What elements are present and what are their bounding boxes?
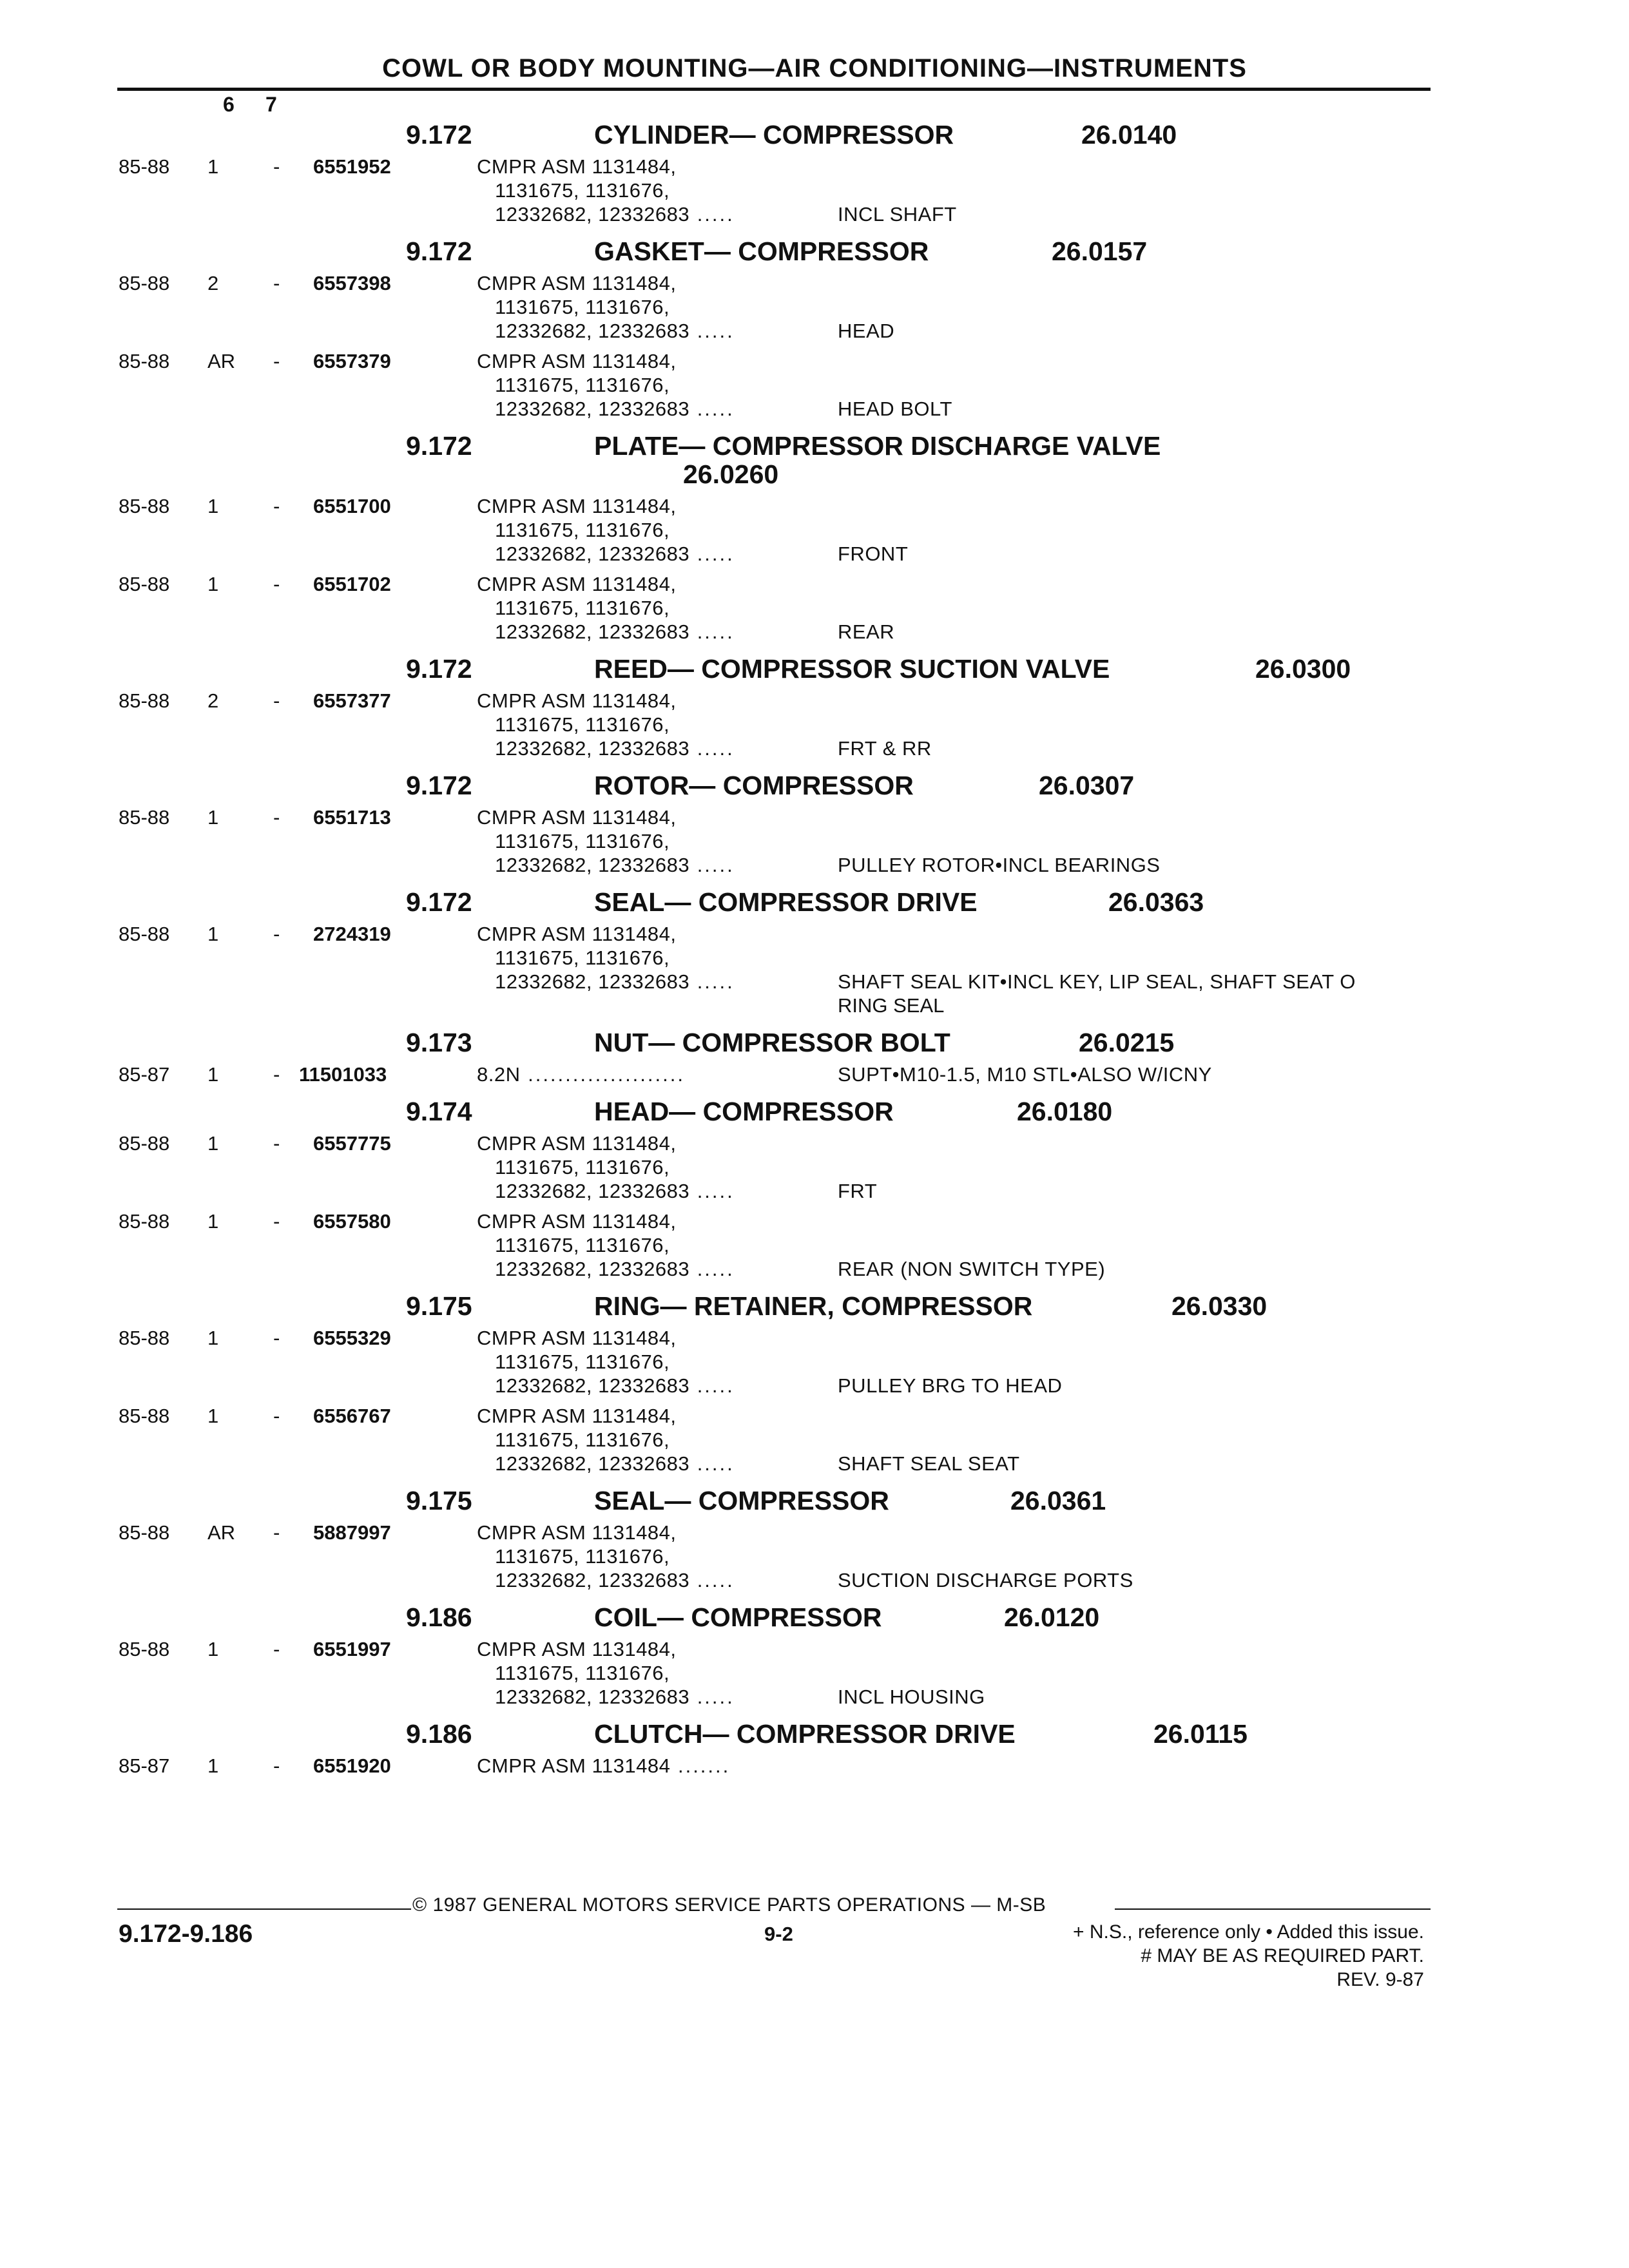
part-note: INCL HOUSING <box>838 1686 985 1708</box>
section-header <box>0 1287 1629 1326</box>
description-last-row <box>477 736 1629 760</box>
description-line: 12332682, 12332683 <box>495 203 690 226</box>
leader-dots: ..... <box>689 1258 735 1280</box>
part-entry <box>0 805 1629 877</box>
column-header-6: 6 <box>223 93 235 116</box>
part-description <box>477 1521 1629 1592</box>
description-line: CMPR ASM 1131484, <box>477 1210 677 1233</box>
part-number: 6551700 <box>313 495 391 517</box>
description-last-row <box>477 1685 1629 1709</box>
part-number: 6551920 <box>313 1754 391 1777</box>
part-entry <box>0 494 1629 566</box>
parts-section <box>0 1093 1629 1281</box>
leader-dots: ..... <box>689 1180 735 1202</box>
description-line: 12332682, 12332683 <box>495 1258 690 1280</box>
quantity: AR <box>207 1521 236 1544</box>
part-note: FRT <box>838 1180 878 1202</box>
model-years: 85-88 <box>119 1638 170 1660</box>
part-description <box>477 155 1629 226</box>
group-number: 26.0120 <box>1004 1602 1100 1632</box>
model-years: 85-88 <box>119 1327 170 1349</box>
part-entry <box>0 155 1629 226</box>
description-line: 1131675, 1131676, <box>495 1545 670 1568</box>
quantity: AR <box>207 350 236 372</box>
quantity: 1 <box>207 155 219 178</box>
description-last-row <box>477 1179 1629 1203</box>
parts-section <box>0 233 1629 421</box>
part-entry <box>0 1404 1629 1475</box>
quantity: 1 <box>207 1063 219 1086</box>
section-title: GASKET— COMPRESSOR <box>594 236 929 266</box>
section-code: 9.186 <box>406 1719 472 1749</box>
part-number: 6557775 <box>313 1132 391 1155</box>
part-number: 2724319 <box>313 923 391 945</box>
part-number: 6551702 <box>313 573 391 595</box>
part-number: 5887997 <box>313 1521 391 1544</box>
group-number: 26.0307 <box>1039 771 1135 800</box>
parts-section <box>0 1024 1629 1086</box>
model-years: 85-88 <box>119 155 170 178</box>
part-entry <box>0 1131 1629 1203</box>
column-header-7: 7 <box>265 93 277 116</box>
footer-page-number: 9-2 <box>764 1923 793 1945</box>
model-years: 85-88 <box>119 272 170 294</box>
part-note: FRONT <box>838 543 909 565</box>
part-number: 6557379 <box>313 350 391 372</box>
leader-dots: ....... <box>670 1754 731 1777</box>
description-last-row <box>477 542 1629 566</box>
parts-section <box>0 650 1629 760</box>
description-line: 12332682, 12332683 <box>495 398 690 420</box>
part-description <box>477 1326 1629 1398</box>
section-header <box>0 1093 1629 1131</box>
section-title: CLUTCH— COMPRESSOR DRIVE <box>594 1719 1016 1749</box>
part-entry <box>0 1326 1629 1398</box>
quantity: 2 <box>207 272 219 294</box>
model-years: 85-88 <box>119 689 170 712</box>
description-last-row <box>477 319 1629 343</box>
description-line: 1131675, 1131676, <box>495 1156 670 1178</box>
group-number: 26.0300 <box>1255 654 1351 684</box>
quantity: 1 <box>207 1405 219 1427</box>
dash: - <box>273 806 280 829</box>
description-line: 1131675, 1131676, <box>495 830 670 852</box>
part-number: 6557377 <box>313 689 391 712</box>
part-description <box>477 494 1629 566</box>
part-note: HEAD BOLT <box>838 398 952 420</box>
part-note-continued: RING SEAL <box>838 994 945 1017</box>
quantity: 1 <box>207 923 219 945</box>
description-line: 1131675, 1131676, <box>495 1234 670 1256</box>
parts-section <box>0 1599 1629 1709</box>
section-header <box>0 233 1629 271</box>
section-code: 9.173 <box>406 1028 472 1057</box>
description-last-row <box>477 1062 1629 1086</box>
part-description <box>477 689 1629 760</box>
section-title: REED— COMPRESSOR SUCTION VALVE <box>594 654 1110 684</box>
part-entry <box>0 1209 1629 1281</box>
description-line: 12332682, 12332683 <box>495 320 690 342</box>
part-number: 6557580 <box>313 1210 391 1233</box>
model-years: 85-88 <box>119 806 170 829</box>
part-number: 11501033 <box>299 1063 387 1086</box>
description-line: CMPR ASM 1131484, <box>477 1638 677 1660</box>
group-number: 26.0215 <box>1079 1028 1175 1057</box>
model-years: 85-88 <box>119 573 170 595</box>
quantity: 1 <box>207 495 219 517</box>
leader-dots: ..... <box>689 1569 735 1591</box>
header-rule <box>117 88 1431 91</box>
description-line: CMPR ASM 1131484, <box>477 806 677 829</box>
parts-section <box>0 116 1629 226</box>
model-years: 85-87 <box>119 1754 170 1777</box>
part-note: REAR <box>838 620 895 643</box>
part-note: PULLEY BRG TO HEAD <box>838 1374 1063 1397</box>
quantity: 1 <box>207 1132 219 1155</box>
section-header <box>0 650 1629 689</box>
part-entry <box>0 1637 1629 1709</box>
quantity: 1 <box>207 1327 219 1349</box>
part-description <box>477 1754 1629 1778</box>
description-line: CMPR ASM 1131484, <box>477 1327 677 1349</box>
section-title: PLATE— COMPRESSOR DISCHARGE VALVE <box>594 431 1161 461</box>
part-number: 6551952 <box>313 155 391 178</box>
description-line: 12332682, 12332683 <box>495 1452 690 1475</box>
section-code: 9.172 <box>406 431 472 461</box>
description-line: CMPR ASM 1131484, <box>477 923 677 945</box>
footer-copyright: © 1987 GENERAL MOTORS SERVICE PARTS OPERATIONS — M-SB <box>412 1894 1046 1916</box>
quantity: 1 <box>207 1638 219 1660</box>
leader-dots: ..... <box>689 543 735 565</box>
dash: - <box>273 1754 280 1777</box>
parts-section <box>0 1715 1629 1778</box>
part-description <box>477 922 1629 994</box>
group-number: 26.0363 <box>1108 887 1204 917</box>
dash: - <box>273 1063 280 1086</box>
model-years: 85-88 <box>119 495 170 517</box>
footer-legend-line-1: + N.S., reference only • Added this issue. <box>1073 1921 1424 1943</box>
dash: - <box>273 1132 280 1155</box>
part-entry <box>0 1521 1629 1592</box>
quantity: 2 <box>207 689 219 712</box>
part-entry <box>0 1062 1629 1086</box>
group-number: 26.0180 <box>1017 1097 1113 1126</box>
dash: - <box>273 1327 280 1349</box>
dash: - <box>273 923 280 945</box>
model-years: 85-88 <box>119 1521 170 1544</box>
description-line: 12332682, 12332683 <box>495 620 690 643</box>
section-code: 9.174 <box>406 1097 472 1126</box>
model-years: 85-88 <box>119 1210 170 1233</box>
group-number: 26.0140 <box>1081 120 1177 149</box>
part-note: SUPT•M10-1.5, M10 STL•ALSO W/ICNY <box>838 1063 1212 1086</box>
section-title: SEAL— COMPRESSOR DRIVE <box>594 887 978 917</box>
leader-dots: ..... <box>689 203 735 226</box>
leader-dots: ..... <box>689 970 735 993</box>
part-note: INCL SHAFT <box>838 203 957 226</box>
quantity: 1 <box>207 573 219 595</box>
description-line: CMPR ASM 1131484, <box>477 573 677 595</box>
section-code: 9.172 <box>406 654 472 684</box>
part-entry <box>0 349 1629 421</box>
dash: - <box>273 1521 280 1544</box>
section-title: COIL— COMPRESSOR <box>594 1602 882 1632</box>
parts-section <box>0 427 1629 644</box>
description-line: 1131675, 1131676, <box>495 1662 670 1684</box>
description-line: 1131675, 1131676, <box>495 1428 670 1451</box>
description-last-row <box>477 1374 1629 1398</box>
description-line: 12332682, 12332683 <box>495 737 690 760</box>
description-line: 1131675, 1131676, <box>495 179 670 202</box>
description-line: 1131675, 1131676, <box>495 374 670 396</box>
description-line: CMPR ASM 1131484, <box>477 350 677 372</box>
description-last-row <box>477 620 1629 644</box>
dash: - <box>273 1210 280 1233</box>
description-line: 1131675, 1131676, <box>495 947 670 969</box>
group-number: 26.0361 <box>1010 1486 1106 1515</box>
description-line: CMPR ASM 1131484, <box>477 495 677 517</box>
part-note: SHAFT SEAL SEAT <box>838 1452 1020 1475</box>
leader-dots: ..... <box>689 620 735 643</box>
quantity: 1 <box>207 806 219 829</box>
section-title: RING— RETAINER, COMPRESSOR <box>594 1291 1033 1321</box>
footer-revision: REV. 9-87 <box>1336 1969 1424 1990</box>
description-last-row <box>477 1754 1629 1778</box>
part-description <box>477 1209 1629 1281</box>
section-title: ROTOR— COMPRESSOR <box>594 771 914 800</box>
part-note: PULLEY ROTOR•INCL BEARINGS <box>838 854 1161 876</box>
dash: - <box>273 272 280 294</box>
page-title: COWL OR BODY MOUNTING—AIR CONDITIONING—INSTRUMENTS <box>382 54 1247 82</box>
parts-section <box>0 767 1629 877</box>
description-line: 8.2N <box>477 1063 521 1086</box>
leader-dots: ..... <box>689 1686 735 1708</box>
part-description <box>477 805 1629 877</box>
section-code: 9.175 <box>406 1486 472 1515</box>
leader-dots: ..................... <box>520 1063 685 1086</box>
model-years: 85-87 <box>119 1063 170 1086</box>
section-code: 9.172 <box>406 236 472 266</box>
section-code: 9.172 <box>406 887 472 917</box>
description-last-row <box>477 1452 1629 1475</box>
description-line: 1131675, 1131676, <box>495 597 670 619</box>
part-number: 6551997 <box>313 1638 391 1660</box>
description-line: 12332682, 12332683 <box>495 1374 690 1397</box>
description-last-row <box>477 1568 1629 1592</box>
parts-listing <box>0 116 1629 1784</box>
part-entry <box>0 1754 1629 1778</box>
parts-section <box>0 1482 1629 1592</box>
section-header <box>0 427 1629 494</box>
part-entry <box>0 922 1629 1017</box>
group-number: 26.0157 <box>1052 236 1148 266</box>
section-title: NUT— COMPRESSOR BOLT <box>594 1028 950 1057</box>
section-header <box>0 1482 1629 1521</box>
model-years: 85-88 <box>119 1132 170 1155</box>
section-title: CYLINDER— COMPRESSOR <box>594 120 954 149</box>
description-line: 12332682, 12332683 <box>495 970 690 993</box>
section-code: 9.175 <box>406 1291 472 1321</box>
section-code: 9.172 <box>406 771 472 800</box>
dash: - <box>273 155 280 178</box>
description-line: CMPR ASM 1131484, <box>477 689 677 712</box>
dash: - <box>273 1405 280 1427</box>
section-title: SEAL— COMPRESSOR <box>594 1486 889 1515</box>
part-note: FRT & RR <box>838 737 932 760</box>
dash: - <box>273 689 280 712</box>
model-years: 85-88 <box>119 1405 170 1427</box>
part-description <box>477 1637 1629 1709</box>
footer-section-range: 9.172-9.186 <box>119 1920 253 1948</box>
dash: - <box>273 350 280 372</box>
footer-rule-right <box>1115 1908 1431 1910</box>
description-line: 1131675, 1131676, <box>495 1350 670 1373</box>
section-header <box>0 767 1629 805</box>
description-line: CMPR ASM 1131484, <box>477 155 677 178</box>
section-code: 9.186 <box>406 1602 472 1632</box>
description-line: CMPR ASM 1131484, <box>477 1405 677 1427</box>
leader-dots: ..... <box>689 398 735 420</box>
description-line: 1131675, 1131676, <box>495 519 670 541</box>
model-years: 85-88 <box>119 350 170 372</box>
part-description <box>477 572 1629 644</box>
footer-legend <box>1073 1920 1424 1992</box>
group-number: 26.0115 <box>1153 1719 1248 1749</box>
parts-section <box>0 883 1629 1017</box>
leader-dots: ..... <box>689 737 735 760</box>
section-header <box>0 116 1629 155</box>
description-line: 12332682, 12332683 <box>495 1569 690 1591</box>
description-line: 1131675, 1131676, <box>495 296 670 318</box>
part-number: 6556767 <box>313 1405 391 1427</box>
description-line: 12332682, 12332683 <box>495 1686 690 1708</box>
quantity: 1 <box>207 1754 219 1777</box>
part-description <box>477 1404 1629 1475</box>
description-line: 12332682, 12332683 <box>495 543 690 565</box>
footer-rule-left <box>117 1908 411 1910</box>
section-title: HEAD— COMPRESSOR <box>594 1097 894 1126</box>
quantity: 1 <box>207 1210 219 1233</box>
description-last-row <box>477 397 1629 421</box>
leader-dots: ..... <box>689 854 735 876</box>
leader-dots: ..... <box>689 1452 735 1475</box>
leader-dots: ..... <box>689 1374 735 1397</box>
section-header <box>0 1715 1629 1754</box>
part-description <box>477 1131 1629 1203</box>
section-code: 9.172 <box>406 120 472 149</box>
part-description <box>477 1062 1629 1086</box>
part-description <box>477 271 1629 343</box>
part-note: SHAFT SEAL KIT•INCL KEY, LIP SEAL, SHAFT SEAT O <box>838 970 1356 993</box>
dash: - <box>273 1638 280 1660</box>
part-note: SUCTION DISCHARGE PORTS <box>838 1569 1133 1591</box>
description-line: 12332682, 12332683 <box>495 1180 690 1202</box>
part-entry <box>0 689 1629 760</box>
dash: - <box>273 573 280 595</box>
description-last-row <box>477 970 1629 994</box>
part-description <box>477 349 1629 421</box>
group-number: 26.0330 <box>1171 1291 1268 1321</box>
part-entry <box>0 572 1629 644</box>
footer-legend-line-2: # MAY BE AS REQUIRED PART. <box>1141 1945 1424 1966</box>
parts-section <box>0 1287 1629 1475</box>
part-note: HEAD <box>838 320 895 342</box>
part-number: 6557398 <box>313 272 391 294</box>
description-line: CMPR ASM 1131484 <box>477 1754 671 1777</box>
description-line: CMPR ASM 1131484, <box>477 1521 677 1544</box>
description-line: CMPR ASM 1131484, <box>477 272 677 294</box>
description-line: CMPR ASM 1131484, <box>477 1132 677 1155</box>
leader-dots: ..... <box>689 320 735 342</box>
description-line: 12332682, 12332683 <box>495 854 690 876</box>
group-number: 26.0260 <box>683 459 779 489</box>
part-number: 6555329 <box>313 1327 391 1349</box>
section-header <box>0 1599 1629 1637</box>
description-last-row <box>477 1257 1629 1281</box>
section-header <box>0 1024 1629 1062</box>
description-last-row <box>477 202 1629 226</box>
model-years: 85-88 <box>119 923 170 945</box>
description-last-row <box>477 853 1629 877</box>
part-entry <box>0 271 1629 343</box>
part-note: REAR (NON SWITCH TYPE) <box>838 1258 1106 1280</box>
dash: - <box>273 495 280 517</box>
part-number: 6551713 <box>313 806 391 829</box>
section-header <box>0 883 1629 922</box>
description-line: 1131675, 1131676, <box>495 713 670 736</box>
